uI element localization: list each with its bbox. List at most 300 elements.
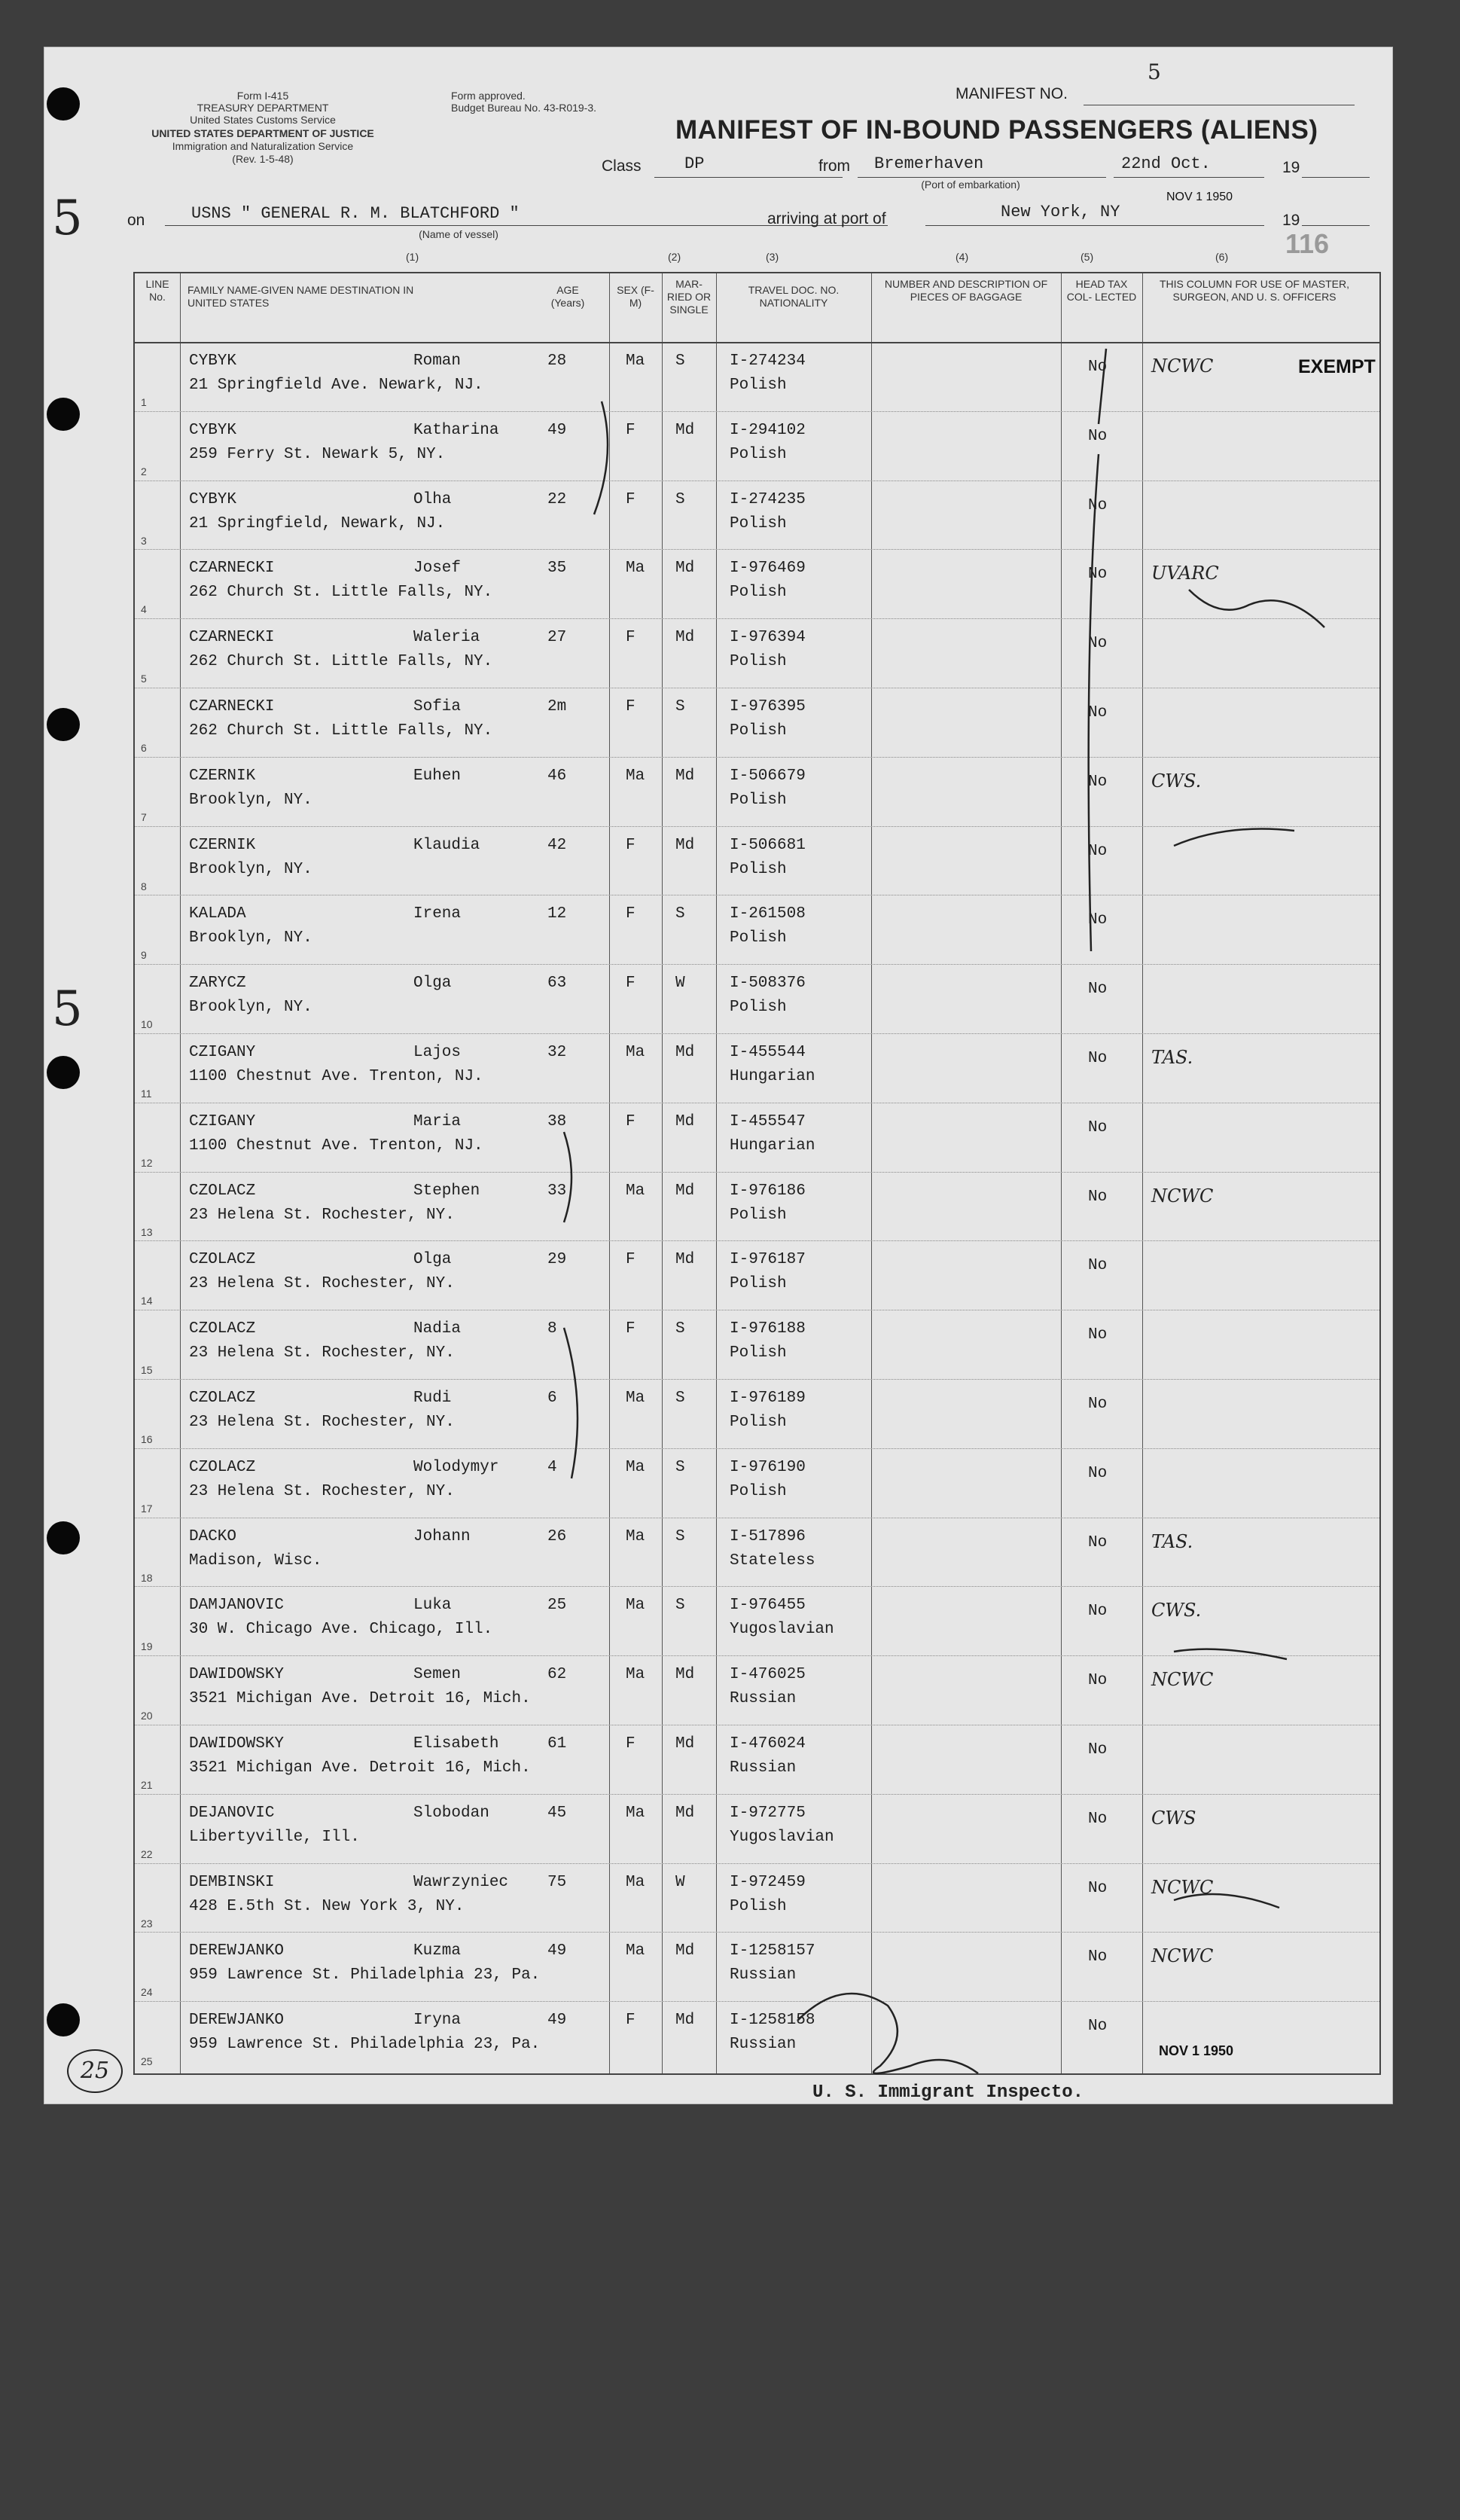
travel-doc-no: I-976469	[730, 560, 806, 578]
sex: Ma	[626, 1182, 645, 1200]
age: 26	[547, 1527, 567, 1545]
line-number: 11	[141, 1088, 152, 1100]
age: 63	[547, 975, 567, 993]
age: 12	[547, 905, 567, 923]
marital-status: Md	[675, 1735, 695, 1753]
line-number: 12	[141, 1156, 153, 1169]
approval-line-1: Form approved.	[451, 90, 526, 102]
given-name: Semen	[413, 1666, 462, 1684]
nationality: Russian	[730, 2036, 797, 2054]
age: 32	[547, 1044, 567, 1061]
marital-status: Md	[675, 1942, 695, 1960]
sex: F	[626, 1735, 636, 1753]
officer-note: CWS	[1151, 1807, 1196, 1829]
arriving-label: arriving at port of	[767, 210, 886, 227]
marital-status: S	[675, 1320, 685, 1338]
officer-note: NCWC	[1151, 1669, 1214, 1691]
header-married: MAR- RIED OR SINGLE	[666, 278, 712, 316]
age: 46	[547, 767, 567, 785]
arrival-port: New York, NY	[1001, 203, 1120, 221]
age: 6	[547, 1390, 557, 1407]
destination: 1100 Chestnut Ave. Trenton, NJ.	[189, 1068, 483, 1085]
from-label: from	[818, 157, 850, 175]
age: 8	[547, 1320, 557, 1338]
destination: 959 Lawrence St. Philadelphia 23, Pa.	[189, 2036, 541, 2054]
destination: Brooklyn, NY.	[189, 791, 312, 809]
nationality: Polish	[730, 584, 787, 602]
vessel-name: USNS " GENERAL R. M. BLATCHFORD "	[191, 204, 520, 223]
year-label-1: 19	[1282, 159, 1300, 176]
given-name: Wawrzyniec	[413, 1873, 509, 1891]
destination: Libertyville, Ill.	[189, 1828, 360, 1846]
sex: Ma	[626, 1390, 645, 1407]
age: 27	[547, 629, 567, 647]
age: 75	[547, 1873, 567, 1891]
sex: F	[626, 1251, 636, 1269]
manifest-page	[44, 47, 1393, 2104]
line-number: 15	[141, 1364, 153, 1377]
header-baggage: NUMBER AND DESCRIPTION OF PIECES OF BAGGAGE	[884, 278, 1048, 303]
form-number: Form I-415	[236, 90, 289, 102]
given-name: Slobodan	[413, 1804, 489, 1822]
given-name: Irena	[413, 905, 462, 923]
family-name: DEMBINSKI	[189, 1873, 275, 1891]
age: 22	[547, 490, 567, 508]
bottom-circled-number: 25	[67, 2049, 123, 2093]
marital-status: Md	[675, 1112, 695, 1130]
family-name: CYBYK	[189, 352, 237, 370]
age: 61	[547, 1735, 567, 1753]
line-number: 6	[141, 742, 147, 754]
nationality: Polish	[730, 722, 787, 740]
line-number: 17	[141, 1502, 153, 1515]
given-name: Lajos	[413, 1044, 462, 1061]
sex: F	[626, 975, 636, 993]
nationality: Polish	[730, 653, 787, 671]
sex: Ma	[626, 1804, 645, 1822]
family-name: DAMJANOVIC	[189, 1597, 285, 1615]
officer-note: NCWC	[1151, 355, 1214, 377]
vessel-note: (Name of vessel)	[419, 228, 498, 240]
header-travel-doc: TRAVEL DOC. NO. NATIONALITY	[748, 284, 840, 309]
margin-number-top: 5	[52, 191, 83, 246]
nationality: Polish	[730, 1206, 787, 1224]
age: 25	[547, 1597, 567, 1615]
sex: F	[626, 1320, 636, 1338]
agency-line-2: United States Customs Service	[190, 114, 336, 126]
marital-status: S	[675, 698, 685, 715]
line-number: 16	[141, 1433, 153, 1445]
marital-status: S	[675, 1390, 685, 1407]
agency-line-4: Immigration and Naturalization Service	[172, 140, 354, 152]
marital-status: S	[675, 490, 685, 508]
family-name: CYBYK	[189, 421, 237, 439]
sex: F	[626, 698, 636, 715]
line-number: 13	[141, 1225, 153, 1238]
given-name: Nadia	[413, 1320, 462, 1338]
given-name: Wolodymyr	[413, 1458, 499, 1476]
given-name: Maria	[413, 1112, 462, 1130]
given-name: Olga	[413, 975, 452, 993]
nationality: Russian	[730, 1690, 797, 1708]
family-name: DEREWJANKO	[189, 1942, 285, 1960]
sex: Ma	[626, 1666, 645, 1684]
line-number: 21	[141, 1779, 153, 1791]
travel-doc-no: I-476024	[730, 1735, 806, 1753]
marital-status: Md	[675, 1804, 695, 1822]
family-name: ZARYCZ	[189, 975, 246, 993]
nationality: Polish	[730, 999, 787, 1017]
family-name: CZOLACZ	[189, 1182, 256, 1200]
agency-line-3: UNITED STATES DEPARTMENT OF JUSTICE	[151, 127, 374, 139]
marital-status: Md	[675, 1666, 695, 1684]
given-name: Kuzma	[413, 1942, 462, 1960]
line-number: 9	[141, 949, 147, 962]
sex: F	[626, 490, 636, 508]
officer-note: NCWC	[1151, 1185, 1214, 1207]
family-name: DAWIDOWSKY	[189, 1666, 285, 1684]
nationality: Polish	[730, 377, 787, 394]
family-name: CYBYK	[189, 490, 237, 508]
class-value: DP	[684, 154, 705, 173]
line-number: 2	[141, 465, 147, 477]
destination: 21 Springfield Ave. Newark, NJ.	[189, 377, 483, 394]
head-tax: No	[1088, 358, 1108, 376]
binder-hole	[47, 708, 80, 741]
agency-line-1: TREASURY DEPARTMENT	[197, 102, 329, 114]
head-tax: No	[1088, 773, 1108, 791]
officer-note: TAS.	[1151, 1530, 1193, 1552]
line-number: 10	[141, 1018, 153, 1031]
head-tax: No	[1088, 1118, 1108, 1136]
binder-hole	[47, 87, 80, 121]
head-tax: No	[1088, 1188, 1108, 1206]
binder-hole	[47, 1056, 80, 1089]
marital-status: Md	[675, 1044, 695, 1061]
marital-status: W	[675, 1873, 685, 1891]
destination: 1100 Chestnut Ave. Trenton, NJ.	[189, 1136, 483, 1155]
head-tax: No	[1088, 1810, 1108, 1828]
travel-doc-no: I-506681	[730, 836, 806, 854]
family-name: CZOLACZ	[189, 1320, 256, 1338]
on-label: on	[127, 212, 145, 229]
family-name: KALADA	[189, 905, 246, 923]
family-name: CZERNIK	[189, 836, 256, 854]
destination: Madison, Wisc.	[189, 1551, 322, 1570]
nationality: Polish	[730, 791, 787, 809]
col-number-1: (1)	[406, 251, 419, 263]
head-tax: No	[1088, 1603, 1108, 1621]
age: 28	[547, 352, 567, 370]
travel-doc-no: I-976394	[730, 629, 806, 647]
officer-note: CWS.	[1151, 1600, 1202, 1622]
binder-hole	[47, 2003, 80, 2036]
head-tax: No	[1088, 1257, 1108, 1275]
officer-note: TAS.	[1151, 1047, 1193, 1068]
head-tax: No	[1088, 566, 1108, 584]
given-name: Olga	[413, 1251, 452, 1269]
line-number: 3	[141, 534, 147, 547]
destination: 259 Ferry St. Newark 5, NY.	[189, 445, 446, 463]
line-number: 20	[141, 1710, 153, 1722]
travel-doc-no: I-506679	[730, 767, 806, 785]
age: 49	[547, 1942, 567, 1960]
line-number: 14	[141, 1295, 153, 1307]
sex: F	[626, 905, 636, 923]
family-name: CZOLACZ	[189, 1251, 256, 1269]
header-sex: SEX (F-M)	[617, 284, 654, 309]
line-number: 18	[141, 1571, 153, 1584]
age: 29	[547, 1251, 567, 1269]
inspector-date-stamp: NOV 1 1950	[1159, 2043, 1234, 2058]
given-name: Roman	[413, 352, 462, 370]
nationality: Polish	[730, 1414, 787, 1431]
marital-status: Md	[675, 836, 695, 854]
head-tax: No	[1088, 1396, 1108, 1413]
marital-status: Md	[675, 1251, 695, 1269]
given-name: Euhen	[413, 767, 462, 785]
head-tax: No	[1088, 2018, 1108, 2036]
family-name: CZIGANY	[189, 1044, 256, 1061]
nationality: Yugoslavian	[730, 1828, 834, 1846]
approval-line-2: Budget Bureau No. 43-R019-3.	[451, 102, 597, 114]
travel-doc-no: I-274235	[730, 490, 806, 508]
arrival-date-stamp: NOV 1 1950	[1166, 191, 1233, 203]
manifest-title: MANIFEST OF IN-BOUND PASSENGERS (ALIENS)	[675, 115, 1318, 145]
marital-status: Md	[675, 767, 695, 785]
sex: Ma	[626, 1942, 645, 1960]
marital-status: S	[675, 1597, 685, 1615]
given-name: Katharina	[413, 421, 499, 439]
nationality: Polish	[730, 860, 787, 878]
nationality: Polish	[730, 1897, 787, 1915]
destination: 428 E.5th St. New York 3, NY.	[189, 1897, 465, 1915]
travel-doc-no: I-976189	[730, 1390, 806, 1407]
year-label-2: 19	[1282, 212, 1300, 229]
destination: 262 Church St. Little Falls, NY.	[189, 653, 493, 671]
marital-status: S	[675, 1527, 685, 1545]
header-name: FAMILY NAME-GIVEN NAME DESTINATION IN UNITED STATES	[187, 284, 414, 309]
destination: 21 Springfield, Newark, NJ.	[189, 514, 446, 532]
sex: F	[626, 1112, 636, 1130]
given-name: Olha	[413, 490, 452, 508]
given-name: Waleria	[413, 629, 480, 647]
sex: Ma	[626, 1044, 645, 1061]
given-name: Luka	[413, 1597, 452, 1615]
destination: 23 Helena St. Rochester, NY.	[189, 1414, 455, 1431]
travel-doc-no: I-517896	[730, 1527, 806, 1545]
age: 38	[547, 1112, 567, 1130]
sex: Ma	[626, 560, 645, 578]
marital-status: S	[675, 905, 685, 923]
sex: Ma	[626, 1873, 645, 1891]
destination: 262 Church St. Little Falls, NY.	[189, 722, 493, 740]
destination: 959 Lawrence St. Philadelphia 23, Pa.	[189, 1966, 541, 1985]
head-tax: No	[1088, 1879, 1108, 1897]
travel-doc-no: I-976186	[730, 1182, 806, 1200]
travel-doc-no: I-508376	[730, 975, 806, 993]
col-number-4: (4)	[956, 251, 969, 263]
age: 45	[547, 1804, 567, 1822]
travel-doc-no: I-1258157	[730, 1942, 815, 1960]
family-name: CZARNECKI	[189, 698, 275, 715]
travel-doc-no: I-976188	[730, 1320, 806, 1338]
exempt-stamp: EXEMPT	[1298, 356, 1376, 377]
sex: Ma	[626, 1597, 645, 1615]
head-tax: No	[1088, 496, 1108, 514]
travel-doc-no: I-294102	[730, 421, 806, 439]
port-of-embarkation: Bremerhaven	[874, 154, 984, 173]
col-number-6: (6)	[1215, 251, 1229, 263]
header-line-no: LINE No.	[145, 278, 169, 303]
age: 33	[547, 1182, 567, 1200]
marital-status: S	[675, 1458, 685, 1476]
head-tax: No	[1088, 1948, 1108, 1966]
marital-status: Md	[675, 2012, 695, 2030]
marital-status: W	[675, 975, 685, 993]
sex: Ma	[626, 1527, 645, 1545]
travel-doc-no: I-455544	[730, 1044, 806, 1061]
family-name: DEREWJANKO	[189, 2012, 285, 2030]
sex: Ma	[626, 1458, 645, 1476]
nationality: Polish	[730, 1344, 787, 1362]
given-name: Rudi	[413, 1390, 452, 1407]
destination: Brooklyn, NY.	[189, 860, 312, 878]
destination: 23 Helena St. Rochester, NY.	[189, 1344, 455, 1362]
nationality: Hungarian	[730, 1068, 815, 1085]
head-tax: No	[1088, 1464, 1108, 1482]
destination: 23 Helena St. Rochester, NY.	[189, 1482, 455, 1500]
destination: 3521 Michigan Ave. Detroit 16, Mich.	[189, 1759, 531, 1777]
sex: F	[626, 629, 636, 647]
port-embarkation-note: (Port of embarkation)	[921, 178, 1020, 191]
col-number-3: (3)	[766, 251, 779, 263]
agency-line-5: (Rev. 1-5-48)	[232, 153, 294, 165]
head-tax: No	[1088, 911, 1108, 929]
given-name: Iryna	[413, 2012, 462, 2030]
head-tax: No	[1088, 981, 1108, 999]
travel-doc-no: I-1258158	[730, 2012, 815, 2030]
nationality: Stateless	[730, 1551, 815, 1570]
travel-doc-no: I-976187	[730, 1251, 806, 1269]
nationality: Yugoslavian	[730, 1621, 834, 1639]
family-name: CZARNECKI	[189, 629, 275, 647]
head-tax: No	[1088, 842, 1108, 860]
nationality: Polish	[730, 1275, 787, 1293]
family-name: DEJANOVIC	[189, 1804, 275, 1822]
destination: 23 Helena St. Rochester, NY.	[189, 1206, 455, 1224]
head-tax: No	[1088, 1672, 1108, 1690]
travel-doc-no: I-972459	[730, 1873, 806, 1891]
header-age: AGE (Years)	[550, 284, 585, 309]
officer-note: NCWC	[1151, 1945, 1214, 1967]
family-name: CZOLACZ	[189, 1458, 256, 1476]
head-tax: No	[1088, 1326, 1108, 1344]
sex: Ma	[626, 352, 645, 370]
sex: F	[626, 2012, 636, 2030]
age: 49	[547, 2012, 567, 2030]
given-name: Sofia	[413, 698, 462, 715]
nationality: Polish	[730, 514, 787, 532]
line-number: 7	[141, 810, 147, 823]
nationality: Russian	[730, 1966, 797, 1985]
age: 35	[547, 560, 567, 578]
line-number: 4	[141, 603, 147, 616]
line-number: 22	[141, 1847, 153, 1860]
travel-doc-no: I-476025	[730, 1666, 806, 1684]
head-tax: No	[1088, 1741, 1108, 1759]
travel-doc-no: I-976395	[730, 698, 806, 715]
col-number-2: (2)	[668, 251, 681, 263]
destination: 30 W. Chicago Ave. Chicago, Ill.	[189, 1621, 493, 1639]
line-number: 1	[141, 396, 147, 408]
given-name: Stephen	[413, 1182, 480, 1200]
age: 42	[547, 836, 567, 854]
line-number: 23	[141, 1917, 153, 1930]
departure-date: 22nd Oct.	[1121, 154, 1211, 173]
line-number: 5	[141, 673, 147, 685]
header-head-tax: HEAD TAX COL- LECTED	[1066, 278, 1137, 303]
head-tax: No	[1088, 704, 1108, 722]
family-name: CZOLACZ	[189, 1390, 256, 1407]
header-officers: THIS COLUMN FOR USE OF MASTER, SURGEON, AND U. S. OFFICERS	[1159, 278, 1349, 303]
family-name: CZIGANY	[189, 1112, 256, 1130]
destination: 3521 Michigan Ave. Detroit 16, Mich.	[189, 1690, 531, 1708]
given-name: Johann	[413, 1527, 471, 1545]
nationality: Russian	[730, 1759, 797, 1777]
family-name: CZERNIK	[189, 767, 256, 785]
marital-status: S	[675, 352, 685, 370]
handwritten-marks	[44, 47, 1392, 2104]
destination: Brooklyn, NY.	[189, 929, 312, 947]
family-name: CZARNECKI	[189, 560, 275, 578]
nationality: Hungarian	[730, 1136, 815, 1155]
marital-status: Md	[675, 629, 695, 647]
family-name: DAWIDOWSKY	[189, 1735, 285, 1753]
officer-note: UVARC	[1151, 563, 1219, 584]
nationality: Polish	[730, 929, 787, 947]
travel-doc-no: I-972775	[730, 1804, 806, 1822]
age: 49	[547, 421, 567, 439]
marital-status: Md	[675, 1182, 695, 1200]
age: 2m	[547, 698, 567, 715]
marital-status: Md	[675, 421, 695, 439]
given-name: Klaudia	[413, 836, 480, 854]
destination: 23 Helena St. Rochester, NY.	[189, 1275, 455, 1293]
officer-note: CWS.	[1151, 770, 1202, 792]
travel-doc-no: I-274234	[730, 352, 806, 370]
inspector-label: U. S. Immigrant Inspecto.	[812, 2082, 1084, 2103]
margin-number-mid: 5	[52, 981, 83, 1037]
manifest-no-label: MANIFEST NO.	[956, 85, 1068, 102]
page-number-stamp: 116	[1285, 228, 1330, 259]
head-tax: No	[1088, 635, 1108, 653]
sex: F	[626, 836, 636, 854]
head-tax: No	[1088, 1533, 1108, 1551]
line-number: 8	[141, 880, 147, 892]
head-tax: No	[1088, 1050, 1108, 1067]
marital-status: Md	[675, 560, 695, 578]
binder-hole	[47, 398, 80, 431]
sex: F	[626, 421, 636, 439]
age: 4	[547, 1458, 557, 1476]
manifest-no-value: 5	[1148, 59, 1161, 84]
line-number: 19	[141, 1640, 153, 1653]
col-number-5: (5)	[1081, 251, 1094, 263]
travel-doc-no: I-455547	[730, 1112, 806, 1130]
line-number: 24	[141, 1986, 153, 1999]
age: 62	[547, 1666, 567, 1684]
